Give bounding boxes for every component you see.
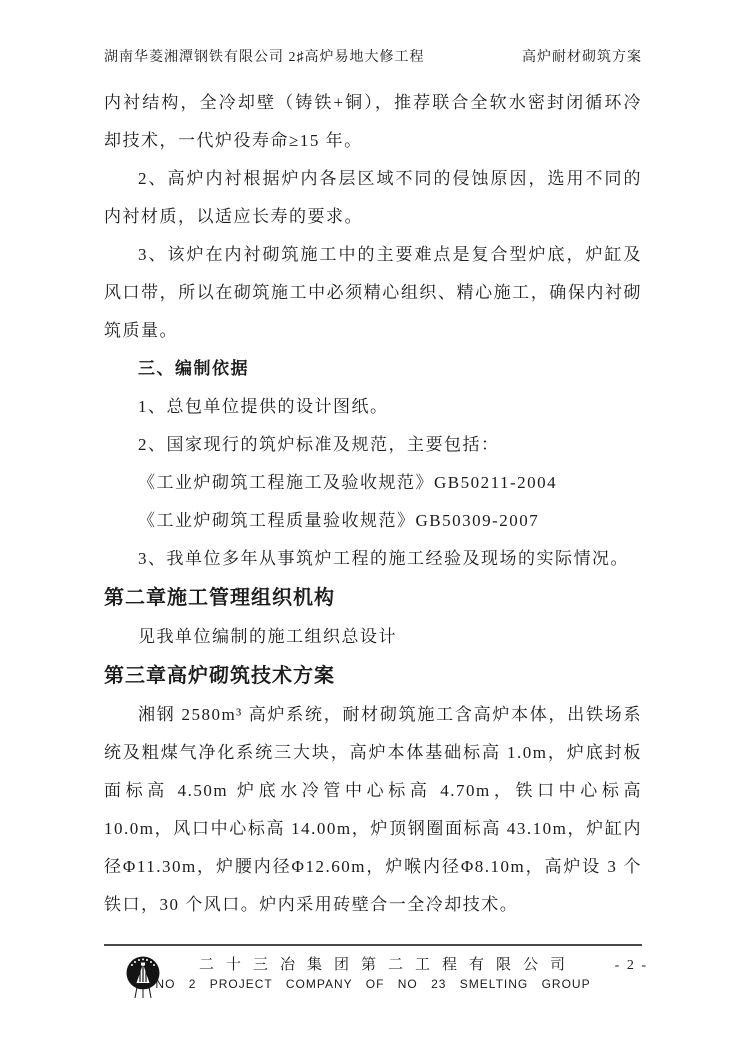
paragraph: 1、总包单位提供的设计图纸。 bbox=[138, 397, 389, 416]
page-header bbox=[104, 46, 642, 66]
section-heading: 三、编制依据 bbox=[138, 359, 249, 378]
paragraph: 3、该炉在内衬砌筑施工中的主要难点是复合型炉底，炉缸及风口带，所以在砌筑施工中必须精心组织、精心施工，确保内衬砌筑质量。 bbox=[104, 245, 642, 340]
paragraph: 2、高炉内衬根据炉内各层区域不同的侵蚀原因，选用不同的内衬材质，以适应长寿的要求。 bbox=[104, 169, 642, 226]
footer-company-name-cn: 二十三冶集团第二工程有限公司 bbox=[198, 957, 577, 973]
header-project-title: 湖南华菱湘潭钢铁有限公司 2♯高炉易地大修工程 bbox=[104, 50, 425, 65]
paragraph: 内衬结构，全冷却壁（铸铁+铜），推荐联合全软水密封闭循环冷却技术，一代炉役寿命≥15 年。 bbox=[104, 93, 642, 150]
chapter-heading: 第二章施工管理组织机构 bbox=[104, 587, 335, 609]
document-body bbox=[104, 84, 642, 924]
paragraph: 见我单位编制的施工组织总设计 bbox=[138, 627, 397, 646]
header-doc-title: 高炉耐材砌筑方案 bbox=[522, 50, 642, 65]
footer-company-name-en: NO 2 PROJECT COMPANY OF NO 23 SMELTING GROUP bbox=[155, 977, 591, 991]
page-number: - 2 - bbox=[614, 958, 648, 973]
paragraph: 《工业炉砌筑工程质量验收规范》GB50309-2007 bbox=[138, 511, 540, 530]
paragraph: 湘钢 2580m³ 高炉系统，耐材砌筑施工含高炉本体，出铁场系统及粗煤气净化系统三大块，高炉本体基础标高 1.0m，炉底封板面标高 4.50m 炉底水冷管中心标高 4.70m，铁口中心标高 10.0m，风口中心标高 14.00m，炉顶钢圈面标高 43.10m，炉缸内径Φ11.30m，炉腰内径Φ12.60m，炉喉内径Φ8.10m，高炉设 3 个铁口，30 个风口。炉内采用砖壁合一全冷却技术。 bbox=[104, 705, 642, 914]
paragraph: 2、国家现行的筑炉标准及规范，主要包括： bbox=[138, 435, 500, 454]
page-footer bbox=[104, 944, 642, 991]
chapter-heading: 第三章高炉砌筑技术方案 bbox=[104, 665, 335, 687]
paragraph: 《工业炉砌筑工程施工及验收规范》GB50211-2004 bbox=[138, 473, 558, 492]
company-logo-icon bbox=[124, 954, 162, 1005]
paragraph: 3、我单位多年从事筑炉工程的施工经验及现场的实际情况。 bbox=[138, 549, 629, 568]
